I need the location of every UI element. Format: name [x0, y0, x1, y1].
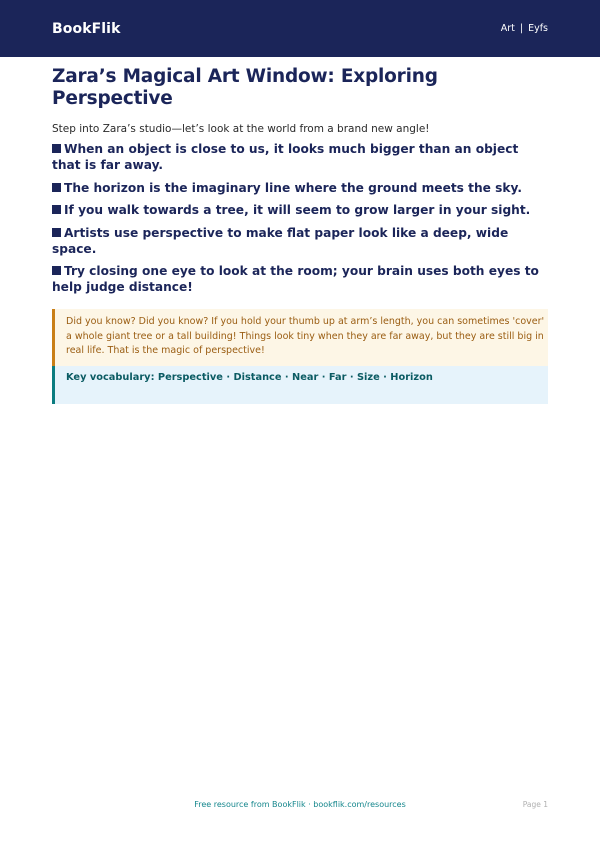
list-item-text: If you walk towards a tree, it will seem to grow larger in your sight.	[64, 203, 531, 217]
header-bar	[0, 0, 600, 57]
list-item	[52, 225, 548, 257]
list-item	[52, 202, 548, 218]
list-item	[52, 141, 548, 173]
list-item-text: Artists use perspective to make flat paper look like a deep, wide space.	[52, 225, 509, 256]
page-title: Zara’s Magical Art Window: Exploring Perspective	[52, 66, 438, 109]
vocabulary-text: Key vocabulary: Perspective · Distance · Near · Far · Size · Horizon	[66, 371, 433, 383]
breadcrumb-subject[interactable]: Art	[500, 23, 515, 34]
brand-logo[interactable]: BookFlik	[52, 20, 121, 37]
list-item	[52, 263, 548, 295]
breadcrumb-level[interactable]: Eyfs	[528, 23, 548, 34]
key-facts-list	[52, 141, 548, 295]
did-you-know-callout	[52, 309, 548, 366]
list-item-text: Try closing one eye to look at the room; your brain uses both eyes to help judge distance!	[52, 264, 539, 294]
square-bullet-icon	[52, 183, 61, 192]
vocabulary-box	[52, 366, 548, 404]
square-bullet-icon	[52, 228, 61, 237]
intro-text: Step into Zara’s studio—let’s look at the world from a brand new angle!	[52, 123, 430, 135]
square-bullet-icon	[52, 266, 61, 275]
square-bullet-icon	[52, 144, 61, 153]
footer-source-link[interactable]: Free resource from BookFlik · bookflik.com/resources	[194, 800, 406, 809]
list-item	[52, 180, 548, 196]
square-bullet-icon	[52, 205, 61, 214]
page-number: Page 1	[522, 800, 548, 809]
main-content	[0, 57, 600, 404]
breadcrumb	[501, 23, 548, 34]
breadcrumb-separator: |	[519, 23, 524, 34]
footer	[0, 800, 600, 814]
list-item-text: The horizon is the imaginary line where the ground meets the sky.	[64, 180, 522, 195]
callout-text: Did you know? Did you know? If you hold your thumb up at arm’s length, you can sometimes 'cover' a whole giant tree or a tall building! Things look tiny when they are far away, but they are still big in real life. That is the magic of perspective!	[66, 316, 545, 356]
list-item-text: When an object is close to us, it looks much bigger than an object that is far away.	[52, 142, 519, 172]
